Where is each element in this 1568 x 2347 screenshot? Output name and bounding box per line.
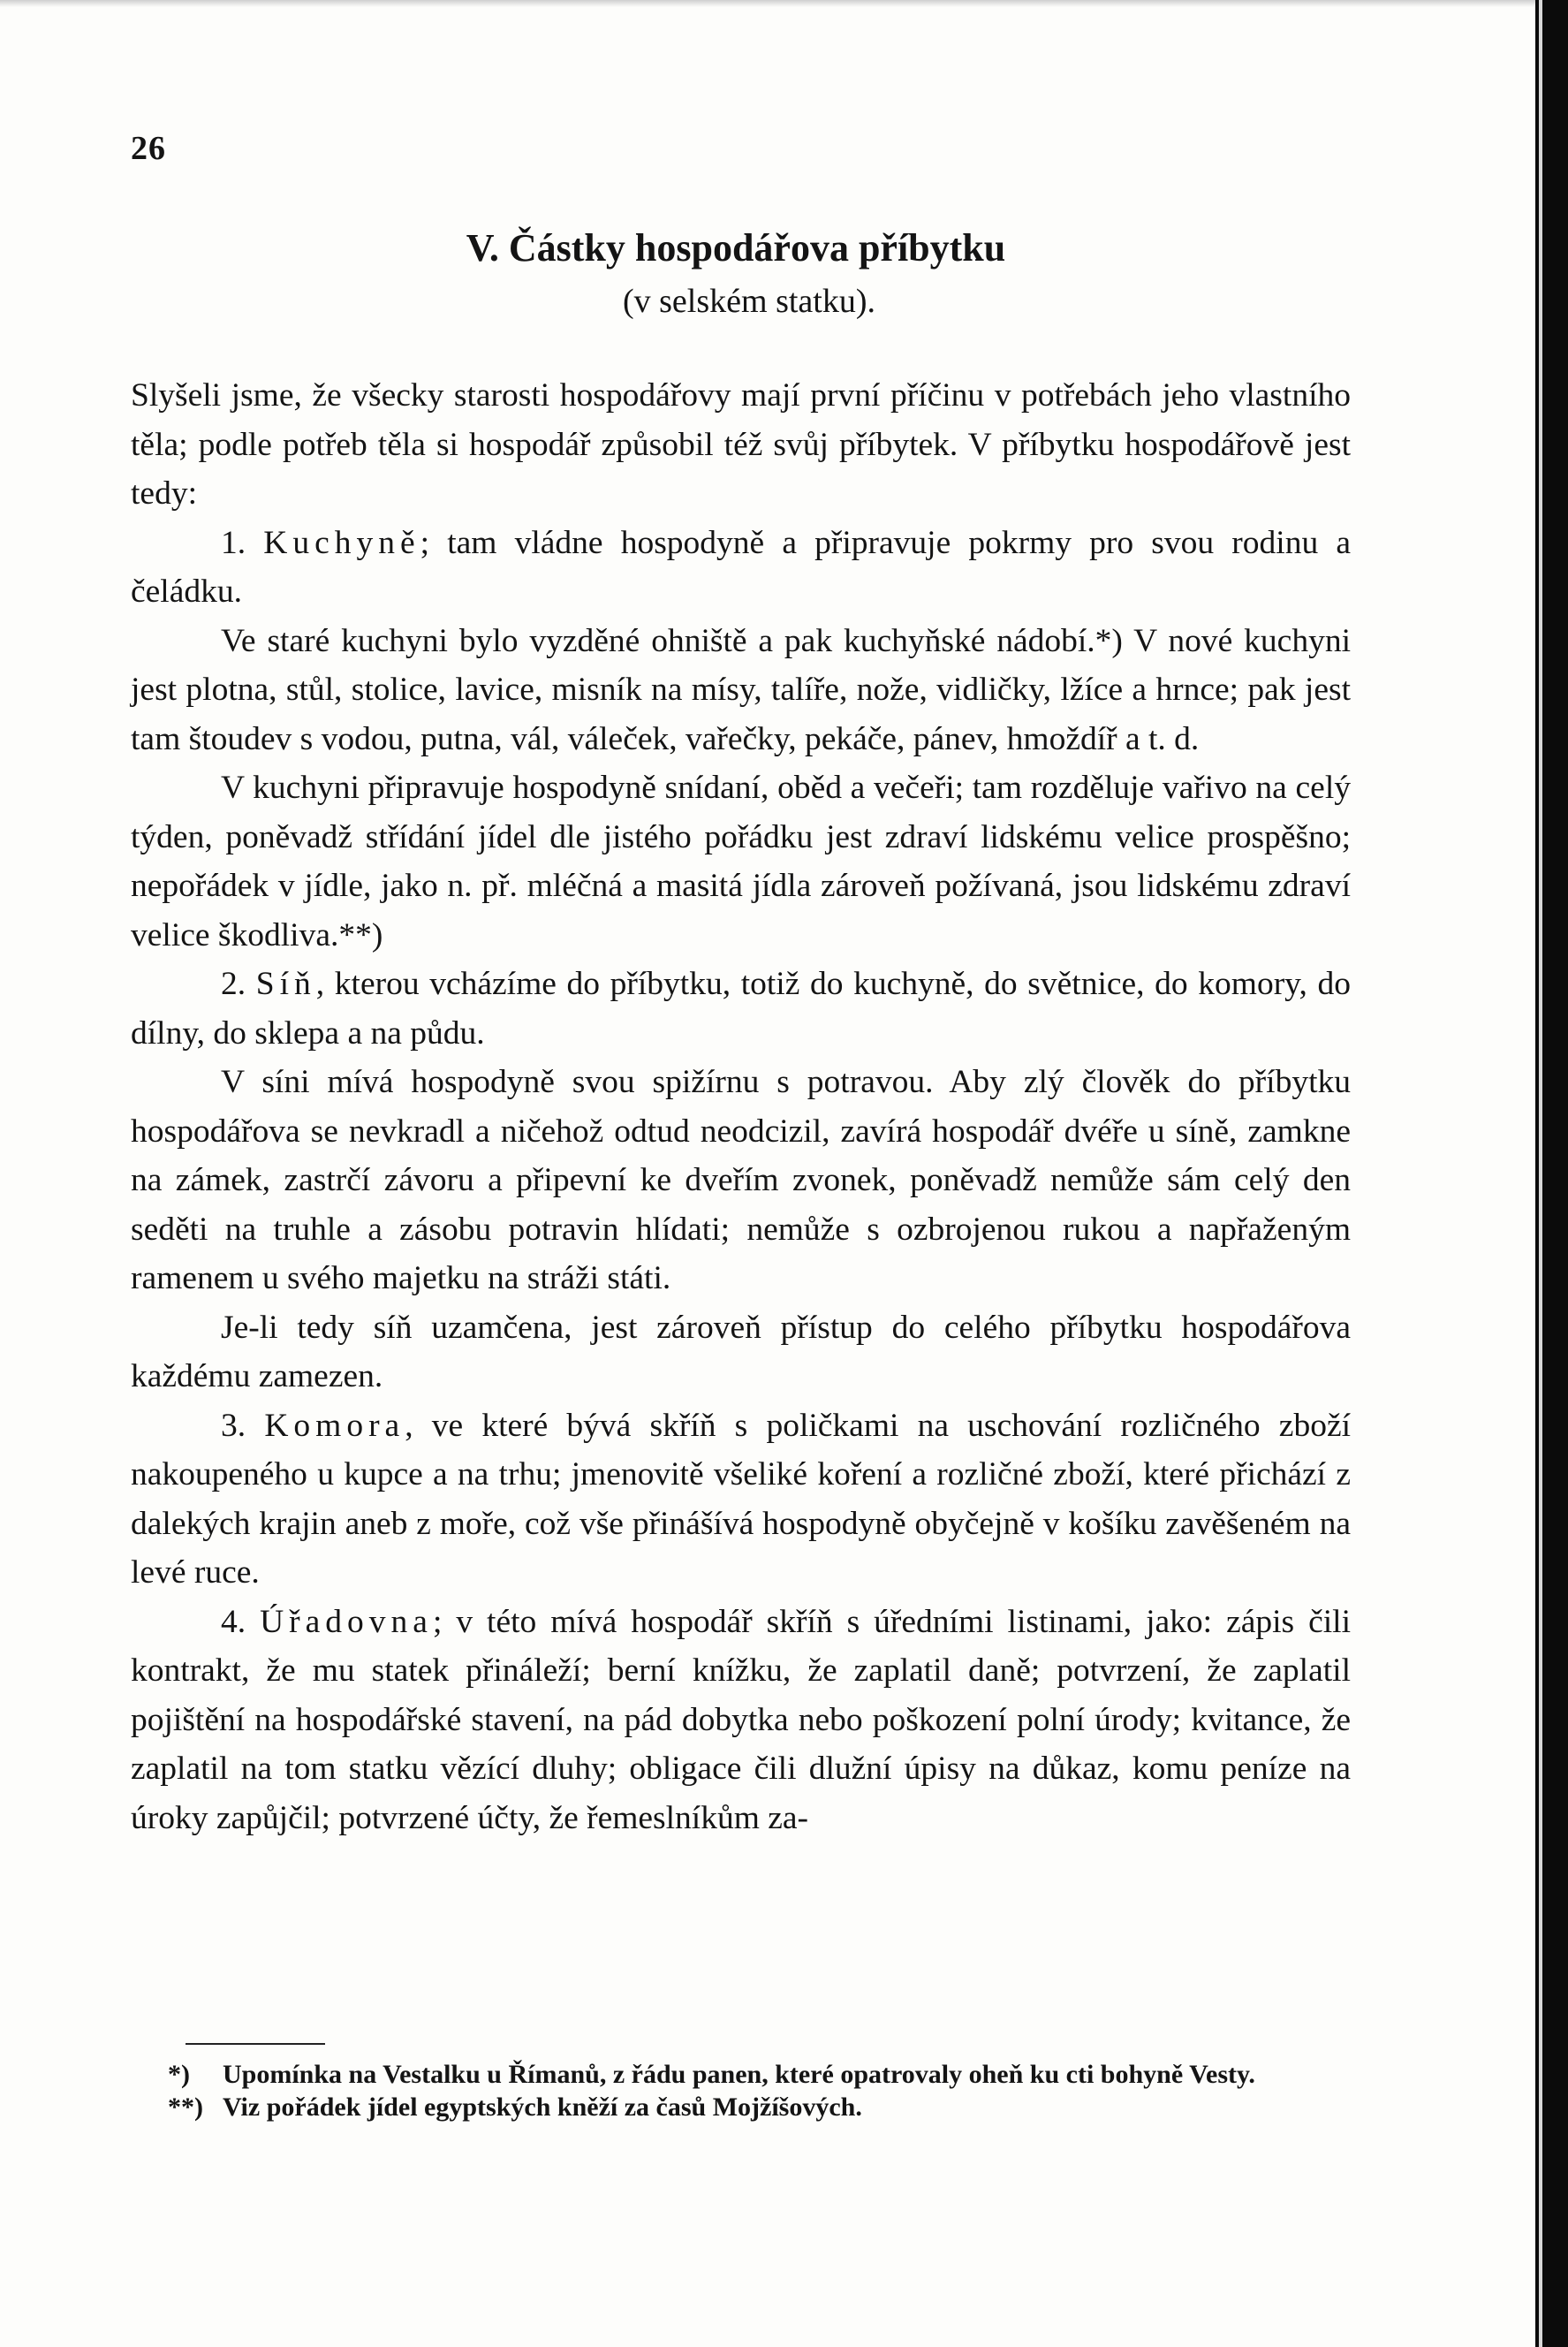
page-top-edge [0,0,1535,7]
paragraph-office [131,1598,1351,1843]
footnote-divider [186,2043,325,2045]
footnotes [168,2059,1352,2124]
footnote [168,2059,1352,2090]
paragraph-pantry: V síni mívá hospodyně svou spižírnu s potravou. Aby zlý člověk do příbytku hospodářova se nevkradl a ničehož odtud neodcizil, zavírá hospodář dvéře u síně, zamkne na zámek, zastrčí závoru a připevní ke dveřím zvonek, poněvadž nemůže sám celý den seděti na truhle a zásobu potravin hlídati; nemůže s ozbrojenou rukou a napřaženým ramenem u svého majetku na stráži státi. [131,1064,1351,1296]
footnote-mark: **) [168,2093,203,2122]
item-number: 2. [221,966,246,1002]
footnote [168,2092,1352,2123]
paragraph-storeroom [131,1401,1351,1598]
item-term-storeroom: Komora [264,1407,405,1444]
item-number: 1. [221,524,246,561]
paragraph-hall [131,960,1351,1058]
item-number: 4. [221,1603,246,1640]
paragraph-kitchen-meals: V kuchyni připravuje hospodyně snídaní, oběd a večeři; tam rozděluje vařivo na celý týden, poněvadž střídání jídel dle jistého pořádku jest zdraví lidskému velice prospěšno; nepořádek v jídle, jako n. př. mléčná a masitá jídla zároveň požívaná, jsou lidskému zdraví velice škodliva.**) [131,770,1351,953]
page-number: 26 [131,130,166,167]
chapter-title: V. Částky hospodářova příbytku [466,226,1006,270]
item-term-office: Úřadovna [260,1603,433,1640]
footnote-mark: *) [168,2060,190,2089]
item-term-kitchen: Kuchyně [263,524,420,561]
item-number: 3. [221,1407,246,1444]
chapter-subtitle: (v selském statku). [622,283,875,320]
paragraph-old-kitchen: Ve staré kuchyni bylo vyzděné ohniště a pak kuchyňské nádobí.*) V nové kuchyni jest plotna, stůl, stolice, lavice, misník na mísy, talíře, nože, vidličky, lžíce a hrnce; pak jest tam štoudev s vodou, putna, vál, váleček, vařečky, pekáče, pánev, hmoždíř a t. d. [131,622,1351,757]
paragraph-kitchen [131,519,1351,617]
body-text [131,371,1351,1842]
page-binding-edge [1535,0,1568,2347]
paragraph-intro: Slyšeli jsme, že všecky starosti hospodářovy mají první příčinu v potřebách jeho vlastního těla; podle potřeb těla si hospodář způsobil též svůj příbytek. V příbytku hospodářově jest tedy: [131,377,1351,512]
item-text: , kterou vcházíme do příbytku, totiž do kuchyně, do světnice, do komory, do dílny, do sklepa a na půdu. [131,966,1352,1052]
item-text: ; tam vládne hospodyně a připravuje pokrmy pro svou rodinu a čeládku. [131,524,1351,610]
paragraph-locked-hall: Je-li tedy síň uzamčena, jest zároveň přístup do celého příbytku hospodářova každému zamezen. [131,1309,1351,1394]
footnote-text: Viz pořádek jídel egyptských kněží za časů Mojžíšových. [223,2093,862,2122]
footnote-text: Upomínka na Vestalku u Římanů, z řádu panen, které opatrovaly oheň ku cti bohyně Vesty. [223,2060,1255,2089]
item-text: ; v této mívá hospodář skříň s úředními listinami, jako: zápis čili kontrakt, že mu statek přináleží; berní knížku, že zaplatil daně; potvrzení, že zaplatil pojištění na hospodářské stavení, na pád dobytka nebo poškození polní úrody; kvitance, že zaplatil na tom statku vězící dluhy; obligace čili dlužní úpisy na důkaz, komu peníze na úroky zapůjčil; potvrzené účty, že řemeslníkům za- [131,1603,1351,1836]
item-text: , ve které bývá skříň s poličkami na uschování rozličného zboží nakoupeného u kupce a na trhu; jmenovitě všeliké koření a rozličné zboží, které přichází z dalekých krajin aneb z moře, což vše přinášívá hospodyně obyčejně v košíku zavěšeném na levé ruce. [131,1407,1352,1591]
item-term-hall: Síň [255,966,316,1002]
